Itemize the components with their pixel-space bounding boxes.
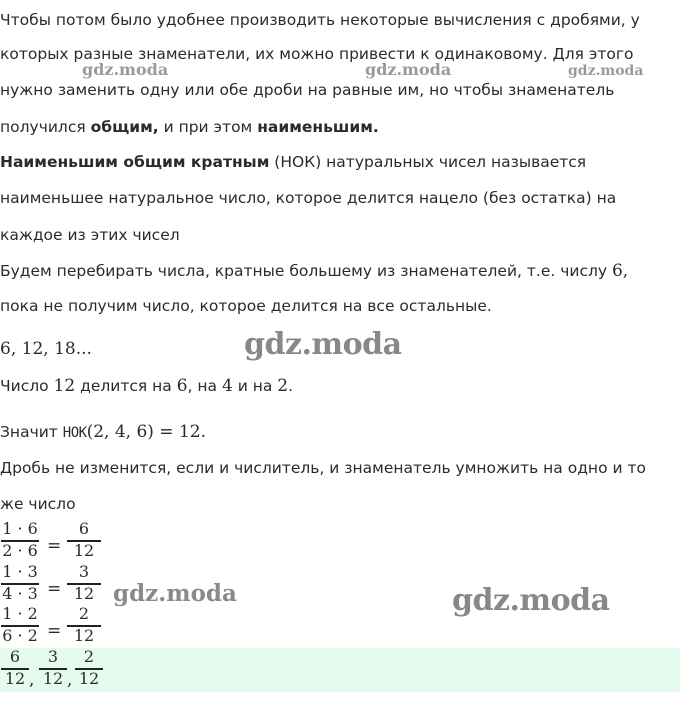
math-number: 6 [176,376,188,396]
denominator: 12 [73,584,95,603]
text: Значит [0,423,63,441]
equals-sign: = [47,621,62,641]
denominator: 12 [73,626,95,645]
denominator: 6 · 2 [2,626,38,645]
math-number: 6, [611,261,629,281]
text-line [0,117,379,137]
watermark: gdz.moda [244,327,402,362]
text-line: же число [0,495,76,513]
denominator: 4 · 3 [2,584,38,603]
watermark: gdz.moda [113,580,237,607]
text: и при этом [158,118,258,136]
text: получился [0,118,91,136]
math-number: 2 [277,376,289,396]
text: , на [187,377,222,395]
numerator: 1 · 2 [2,604,38,623]
numerator: 2 [78,604,90,623]
text: Число [0,377,54,395]
math-expression: (2, 4, 6) = 12. [86,422,206,442]
equals-sign: = [47,579,62,599]
lcm-statement [0,422,206,443]
bold-term: наименьшим. [257,118,379,136]
fraction-equation [0,605,120,645]
text-line: пока не получим число, которое делится на все остальные. [0,297,492,315]
denominator: 12 [73,541,95,560]
bold-term: Наименьшим общим кратным [0,153,270,171]
separator: , [29,670,35,690]
denominator: 12 [78,669,100,688]
math-number: 4 [221,376,233,396]
math-number: 12 [53,376,76,396]
text-line: нужно заменить одну или обе дроби на равные им, но чтобы знаменатель [0,81,615,99]
equals-sign: = [47,536,62,556]
numerator: 3 [47,647,59,666]
definition-line [0,152,586,172]
watermark: gdz.moda [568,63,644,79]
lcm-label: НОК [62,425,87,441]
watermark: gdz.moda [365,60,452,79]
denominator: 2 · 6 [2,541,38,560]
watermark: gdz.moda [452,583,610,618]
text-line [0,261,628,281]
numerator: 1 · 3 [2,562,38,581]
denominator: 12 [42,669,64,688]
separator: , [67,670,73,690]
text: Будем перебирать числа, кратные большему из знаменателей, т.е. числу [0,262,612,280]
math-sequence: 6, 12, 18... [0,339,92,359]
text: . [288,377,294,395]
bold-term: общим, [90,118,159,136]
text: (НОК) натуральных чисел называется [269,153,587,171]
numerator: 6 [9,647,21,666]
numerator: 1 · 6 [2,519,38,538]
fraction-equation [0,520,120,560]
text-line: которых разные знаменатели, их можно привести к одинаковому. Для этого [0,45,634,63]
text-line: Дробь не изменится, если и числитель, и знаменатель умножить на одно и то [0,459,646,477]
text: и на [232,377,278,395]
fraction-equation [0,563,120,603]
numerator: 2 [83,647,95,666]
answer-fractions [0,648,140,688]
text: делится на [75,377,177,395]
text-line: Чтобы потом было удобнее производить некоторые вычисления с дробями, у [0,11,640,29]
denominator: 12 [4,669,26,688]
text-line: наименьшее натуральное число, которое делится нацело (без остатка) на [0,189,617,207]
numerator: 6 [78,519,90,538]
numerator: 3 [78,562,90,581]
text-line: каждое из этих чисел [0,226,180,244]
watermark: gdz.moda [82,60,169,79]
text-line [0,376,293,396]
